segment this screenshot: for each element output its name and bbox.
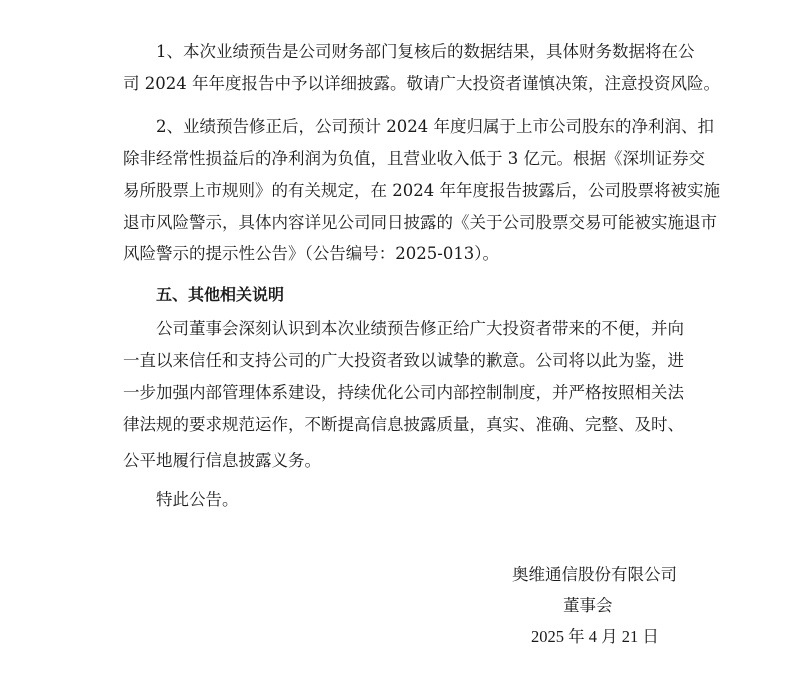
text-line: 公司董事会深刻认识到本次业绩预告修正给广大投资者带来的不便，并向	[156, 319, 684, 338]
text-line: 易所股票上市规则》的有关规定，在 2024 年年度报告披露后，公司股票将被实施	[123, 181, 720, 200]
text-line: 司 2024 年年度报告中予以详细披露。敬请广大投资者谨慎决策，注意投资风险。	[123, 74, 720, 93]
text-line: 1、本次业绩预告是公司财务部门复核后的数据结果，具体财务数据将在公	[156, 42, 695, 61]
text-line: 2、业绩预告修正后，公司预计 2024 年度归属于上市公司股东的净利润、扣	[156, 117, 714, 136]
text-line: 一步加强内部管理体系建设，持续优化公司内部控制制度，并严格按照相关法	[123, 383, 684, 402]
company-name: 奥维通信股份有限公司	[512, 565, 677, 584]
text-line: 除非经常性损益后的净利润为负值，且营业收入低于 3 亿元。根据《深圳证券交	[123, 149, 705, 168]
closing-statement: 特此公告。	[156, 490, 239, 509]
board-of-directors: 董事会	[563, 596, 613, 615]
signature-date: 2025 年 4 月 21 日	[531, 627, 659, 646]
section-heading: 五、其他相关说明	[156, 285, 285, 304]
text-line: 律法规的要求规范运作，不断提高信息披露质量，真实、准确、完整、及时、	[123, 415, 684, 434]
text-line: 公平地履行信息披露义务。	[123, 451, 321, 470]
text-line: 退市风险警示，具体内容详见公司同日披露的《关于公司股票交易可能被实施退市	[123, 213, 717, 232]
text-line: 风险警示的提示性公告》（公告编号：2025-013）。	[123, 244, 500, 263]
text-line: 一直以来信任和支持公司的广大投资者致以诚挚的歉意。公司将以此为鉴，进	[123, 351, 684, 370]
